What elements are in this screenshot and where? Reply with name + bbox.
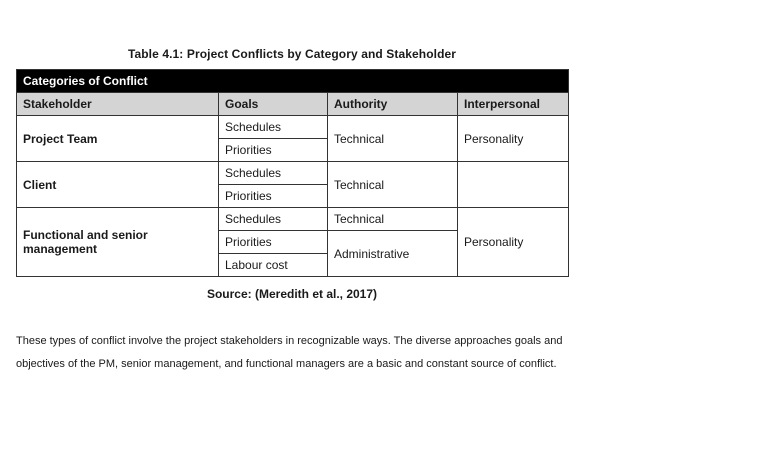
- column-header-goals: Goals: [219, 93, 328, 116]
- interpersonal-cell: [458, 162, 569, 208]
- table-row: [17, 208, 569, 231]
- body-paragraph: [16, 330, 761, 376]
- stakeholder-cell: Project Team: [17, 116, 219, 162]
- goal-cell: Priorities: [219, 231, 328, 254]
- conflict-table: [16, 69, 569, 277]
- authority-cell: Technical: [328, 208, 458, 231]
- authority-cell: Technical: [328, 162, 458, 208]
- interpersonal-cell: Personality: [458, 116, 569, 162]
- goal-cell: Schedules: [219, 208, 328, 231]
- goal-cell: Schedules: [219, 162, 328, 185]
- paragraph-line: objectives of the PM, senior management, and functional managers are a basic and constant source of conflict.: [16, 358, 557, 370]
- authority-cell: Administrative: [328, 231, 458, 277]
- interpersonal-cell: Personality: [458, 208, 569, 277]
- column-header-authority: Authority: [328, 93, 458, 116]
- table-source: Source: (Meredith et al., 2017): [206, 287, 378, 301]
- goal-cell: Labour cost: [219, 254, 328, 277]
- paragraph-line: These types of conflict involve the project stakeholders in recognizable ways. The diverse approaches goals and: [16, 335, 563, 347]
- categories-banner: Categories of Conflict: [17, 70, 569, 93]
- goal-cell: Priorities: [219, 139, 328, 162]
- table-caption: Table 4.1: Project Conflicts by Category and Stakeholder: [127, 47, 457, 61]
- goal-cell: Schedules: [219, 116, 328, 139]
- column-header-stakeholder: Stakeholder: [17, 93, 219, 116]
- table-row: [17, 116, 569, 139]
- table-row: [17, 162, 569, 185]
- goal-cell: Priorities: [219, 185, 328, 208]
- authority-cell: Technical: [328, 116, 458, 162]
- stakeholder-cell: Client: [17, 162, 219, 208]
- stakeholder-cell: Functional and senior management: [17, 208, 219, 277]
- column-header-interpersonal: Interpersonal: [458, 93, 569, 116]
